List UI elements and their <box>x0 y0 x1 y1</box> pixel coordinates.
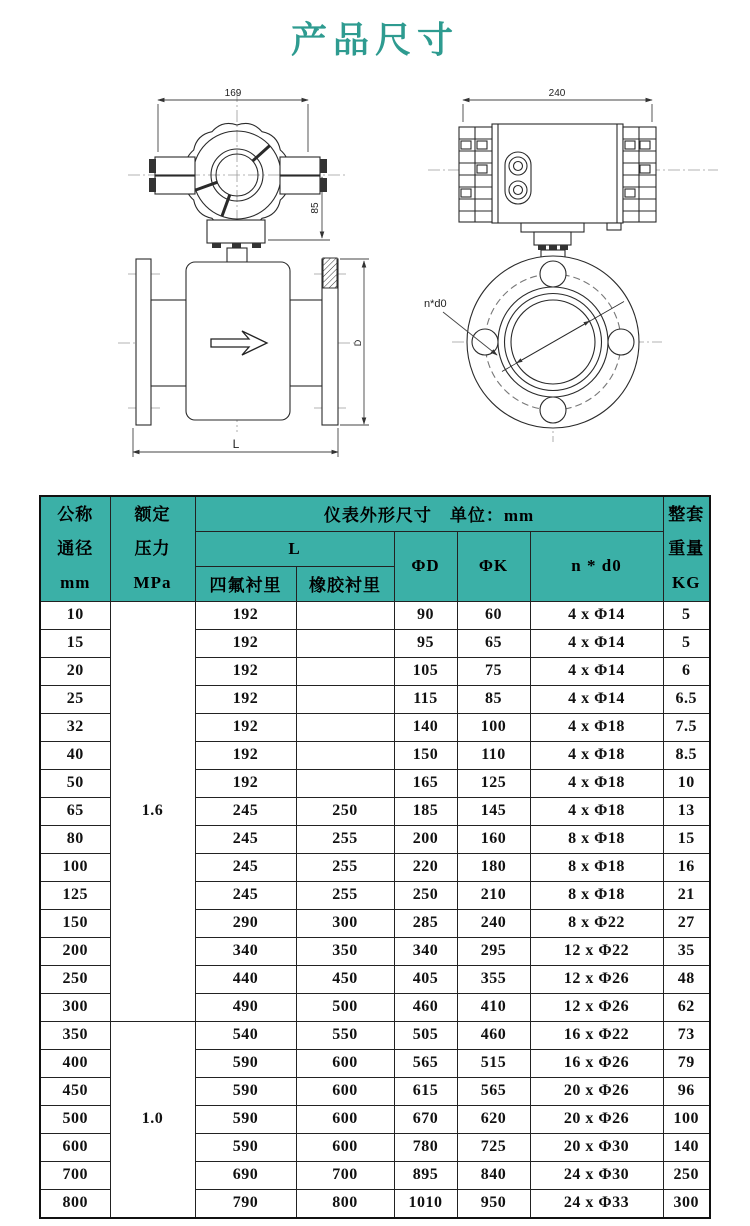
cell-l-ptfe: 245 <box>195 853 296 881</box>
cell-phi-d: 140 <box>394 713 457 741</box>
cell-phi-k: 410 <box>457 993 530 1021</box>
cell-weight: 5 <box>663 629 710 657</box>
cell-l-ptfe: 540 <box>195 1021 296 1049</box>
cell-l-rubber <box>296 713 394 741</box>
header-phi-d: ΦD <box>394 531 457 601</box>
cell-n-d0: 12 x Φ22 <box>530 937 663 965</box>
cell-phi-k: 125 <box>457 769 530 797</box>
cell-n-d0: 4 x Φ18 <box>530 769 663 797</box>
header-weight: 整套 重量 KG <box>663 496 710 601</box>
page-title: 产品尺寸 <box>290 19 459 60</box>
bolt-hole <box>472 329 498 355</box>
cell-dn: 50 <box>40 769 110 797</box>
cell-n-d0: 4 x Φ18 <box>530 741 663 769</box>
cell-phi-k: 620 <box>457 1105 530 1133</box>
dim-label-width: 240 <box>548 88 566 99</box>
cell-phi-d: 90 <box>394 601 457 629</box>
cell-n-d0: 4 x Φ14 <box>530 629 663 657</box>
cell-l-rubber: 550 <box>296 1021 394 1049</box>
header-nominal-diameter: 公称 通径 mm <box>40 496 110 601</box>
cell-l-rubber <box>296 685 394 713</box>
header-rated-pressure: 额定 压力 MPa <box>110 496 195 601</box>
cell-weight: 73 <box>663 1021 710 1049</box>
cell-phi-d: 95 <box>394 629 457 657</box>
cable-glands <box>149 157 327 194</box>
cell-l-ptfe: 245 <box>195 825 296 853</box>
cell-n-d0: 20 x Φ26 <box>530 1105 663 1133</box>
cell-l-ptfe: 590 <box>195 1105 296 1133</box>
cell-l-ptfe: 192 <box>195 713 296 741</box>
cell-dn: 150 <box>40 909 110 937</box>
cell-dn: 500 <box>40 1105 110 1133</box>
dim-label-height: 85 <box>310 202 321 214</box>
cell-weight: 79 <box>663 1049 710 1077</box>
cell-phi-d: 285 <box>394 909 457 937</box>
cell-weight: 16 <box>663 853 710 881</box>
cell-phi-k: 75 <box>457 657 530 685</box>
cell-l-rubber: 600 <box>296 1077 394 1105</box>
cell-phi-k: 950 <box>457 1189 530 1218</box>
cell-weight: 300 <box>663 1189 710 1218</box>
cell-phi-k: 295 <box>457 937 530 965</box>
cell-phi-d: 1010 <box>394 1189 457 1218</box>
cell-dn: 350 <box>40 1021 110 1049</box>
bolt-holes-label: n*d0 <box>424 298 447 310</box>
cell-dn: 125 <box>40 881 110 909</box>
cell-l-rubber: 255 <box>296 853 394 881</box>
cell-l-rubber: 300 <box>296 909 394 937</box>
cell-n-d0: 4 x Φ14 <box>530 601 663 629</box>
converter-box <box>459 124 656 260</box>
cell-phi-k: 180 <box>457 853 530 881</box>
cell-dn: 800 <box>40 1189 110 1218</box>
cell-phi-d: 165 <box>394 769 457 797</box>
header-outline-dimensions: 仪表外形尺寸 单位：mm <box>195 496 663 531</box>
cell-phi-d: 895 <box>394 1161 457 1189</box>
cell-weight: 250 <box>663 1161 710 1189</box>
cell-phi-d: 185 <box>394 797 457 825</box>
cell-l-rubber: 255 <box>296 881 394 909</box>
cell-n-d0: 8 x Φ18 <box>530 825 663 853</box>
cell-n-d0: 8 x Φ18 <box>530 881 663 909</box>
cell-weight: 6.5 <box>663 685 710 713</box>
cell-phi-d: 250 <box>394 881 457 909</box>
cell-n-d0: 4 x Φ18 <box>530 713 663 741</box>
cell-weight: 140 <box>663 1133 710 1161</box>
cell-dn: 250 <box>40 965 110 993</box>
cell-phi-d: 200 <box>394 825 457 853</box>
cell-phi-d: 460 <box>394 993 457 1021</box>
cell-phi-k: 60 <box>457 601 530 629</box>
cell-phi-d: 105 <box>394 657 457 685</box>
cell-pressure: 1.6 <box>110 601 195 1021</box>
cell-n-d0: 20 x Φ26 <box>530 1077 663 1105</box>
cell-n-d0: 16 x Φ22 <box>530 1021 663 1049</box>
cell-l-ptfe: 192 <box>195 601 296 629</box>
cell-l-rubber: 255 <box>296 825 394 853</box>
cell-l-ptfe: 590 <box>195 1049 296 1077</box>
cell-phi-d: 615 <box>394 1077 457 1105</box>
cell-l-rubber: 700 <box>296 1161 394 1189</box>
table-header <box>40 496 710 601</box>
header-lining-rubber: 橡胶衬里 <box>296 566 394 601</box>
cell-pressure: 1.0 <box>110 1021 195 1218</box>
cell-l-ptfe: 192 <box>195 769 296 797</box>
cell-l-rubber <box>296 769 394 797</box>
cell-n-d0: 4 x Φ14 <box>530 657 663 685</box>
header-n-d0: n * d0 <box>530 531 663 601</box>
table-body <box>40 601 710 1218</box>
header-lining-ptfe: 四氟衬里 <box>195 566 296 601</box>
cell-dn: 450 <box>40 1077 110 1105</box>
cell-l-rubber: 500 <box>296 993 394 1021</box>
cell-n-d0: 8 x Φ22 <box>530 909 663 937</box>
table-row <box>40 1021 710 1049</box>
dim-label-length: L <box>232 437 240 451</box>
cell-weight: 6 <box>663 657 710 685</box>
cell-phi-k: 725 <box>457 1133 530 1161</box>
cell-dn: 15 <box>40 629 110 657</box>
cell-l-rubber <box>296 741 394 769</box>
cell-phi-d: 505 <box>394 1021 457 1049</box>
cell-l-ptfe: 192 <box>195 685 296 713</box>
cell-phi-k: 100 <box>457 713 530 741</box>
cell-l-rubber: 600 <box>296 1133 394 1161</box>
flange-view <box>467 256 639 428</box>
cell-l-ptfe: 790 <box>195 1189 296 1218</box>
cell-l-ptfe: 245 <box>195 797 296 825</box>
cell-n-d0: 12 x Φ26 <box>530 993 663 1021</box>
drawing-front-view <box>95 85 385 465</box>
cell-weight: 7.5 <box>663 713 710 741</box>
cell-l-rubber: 600 <box>296 1049 394 1077</box>
drawing-side-view <box>415 85 725 465</box>
cell-l-ptfe: 290 <box>195 909 296 937</box>
cell-weight: 35 <box>663 937 710 965</box>
dim-label-diameter: D <box>353 339 363 347</box>
cell-n-d0: 24 x Φ30 <box>530 1161 663 1189</box>
cell-l-ptfe: 192 <box>195 629 296 657</box>
dimension-lines <box>463 100 652 122</box>
cell-phi-k: 460 <box>457 1021 530 1049</box>
cell-weight: 62 <box>663 993 710 1021</box>
cell-l-ptfe: 340 <box>195 937 296 965</box>
cell-n-d0: 24 x Φ33 <box>530 1189 663 1218</box>
cell-phi-d: 405 <box>394 965 457 993</box>
cell-dn: 32 <box>40 713 110 741</box>
cell-dn: 400 <box>40 1049 110 1077</box>
cell-l-rubber: 350 <box>296 937 394 965</box>
cell-phi-k: 565 <box>457 1077 530 1105</box>
cell-n-d0: 12 x Φ26 <box>530 965 663 993</box>
cell-phi-d: 150 <box>394 741 457 769</box>
cell-phi-k: 355 <box>457 965 530 993</box>
cell-l-ptfe: 245 <box>195 881 296 909</box>
cell-weight: 96 <box>663 1077 710 1105</box>
cell-weight: 5 <box>663 601 710 629</box>
header-l: L <box>195 531 394 566</box>
cell-dn: 65 <box>40 797 110 825</box>
cell-dn: 40 <box>40 741 110 769</box>
cell-weight: 10 <box>663 769 710 797</box>
cell-weight: 13 <box>663 797 710 825</box>
cell-l-ptfe: 440 <box>195 965 296 993</box>
cell-l-rubber <box>296 629 394 657</box>
cell-n-d0: 4 x Φ18 <box>530 797 663 825</box>
cell-phi-k: 85 <box>457 685 530 713</box>
cell-phi-k: 240 <box>457 909 530 937</box>
cell-n-d0: 20 x Φ30 <box>530 1133 663 1161</box>
cell-l-rubber: 450 <box>296 965 394 993</box>
cell-phi-d: 220 <box>394 853 457 881</box>
cell-phi-k: 210 <box>457 881 530 909</box>
cell-phi-d: 780 <box>394 1133 457 1161</box>
cell-weight: 27 <box>663 909 710 937</box>
cell-phi-d: 340 <box>394 937 457 965</box>
cell-l-rubber <box>296 657 394 685</box>
bolt-hole <box>540 397 566 423</box>
cell-dn: 600 <box>40 1133 110 1161</box>
cell-dn: 20 <box>40 657 110 685</box>
dim-label-width: 169 <box>224 88 242 99</box>
cell-l-ptfe: 490 <box>195 993 296 1021</box>
sensor-body <box>136 220 338 425</box>
cell-phi-k: 840 <box>457 1161 530 1189</box>
cell-dn: 700 <box>40 1161 110 1189</box>
cell-phi-k: 65 <box>457 629 530 657</box>
cell-weight: 8.5 <box>663 741 710 769</box>
cell-n-d0: 8 x Φ18 <box>530 853 663 881</box>
cell-phi-d: 115 <box>394 685 457 713</box>
cell-dn: 25 <box>40 685 110 713</box>
table-row <box>40 601 710 629</box>
cell-weight: 15 <box>663 825 710 853</box>
cell-weight: 100 <box>663 1105 710 1133</box>
dimensions-table <box>39 495 711 1219</box>
bolt-hole <box>540 261 566 287</box>
cell-phi-d: 670 <box>394 1105 457 1133</box>
cell-weight: 21 <box>663 881 710 909</box>
cell-n-d0: 4 x Φ14 <box>530 685 663 713</box>
cell-l-ptfe: 590 <box>195 1133 296 1161</box>
header-phi-k: ΦK <box>457 531 530 601</box>
cell-l-ptfe: 590 <box>195 1077 296 1105</box>
cell-l-ptfe: 192 <box>195 741 296 769</box>
cell-l-rubber: 800 <box>296 1189 394 1218</box>
cell-phi-k: 145 <box>457 797 530 825</box>
bolt-hole <box>608 329 634 355</box>
cell-dn: 80 <box>40 825 110 853</box>
cell-phi-k: 160 <box>457 825 530 853</box>
cell-phi-k: 515 <box>457 1049 530 1077</box>
cell-dn: 10 <box>40 601 110 629</box>
cell-weight: 48 <box>663 965 710 993</box>
cell-dn: 200 <box>40 937 110 965</box>
cell-phi-k: 110 <box>457 741 530 769</box>
cell-l-rubber: 250 <box>296 797 394 825</box>
cell-dn: 300 <box>40 993 110 1021</box>
cell-l-ptfe: 192 <box>195 657 296 685</box>
cell-n-d0: 16 x Φ26 <box>530 1049 663 1077</box>
cell-l-rubber <box>296 601 394 629</box>
cell-l-rubber: 600 <box>296 1105 394 1133</box>
cell-phi-d: 565 <box>394 1049 457 1077</box>
cell-dn: 100 <box>40 853 110 881</box>
cell-l-ptfe: 690 <box>195 1161 296 1189</box>
